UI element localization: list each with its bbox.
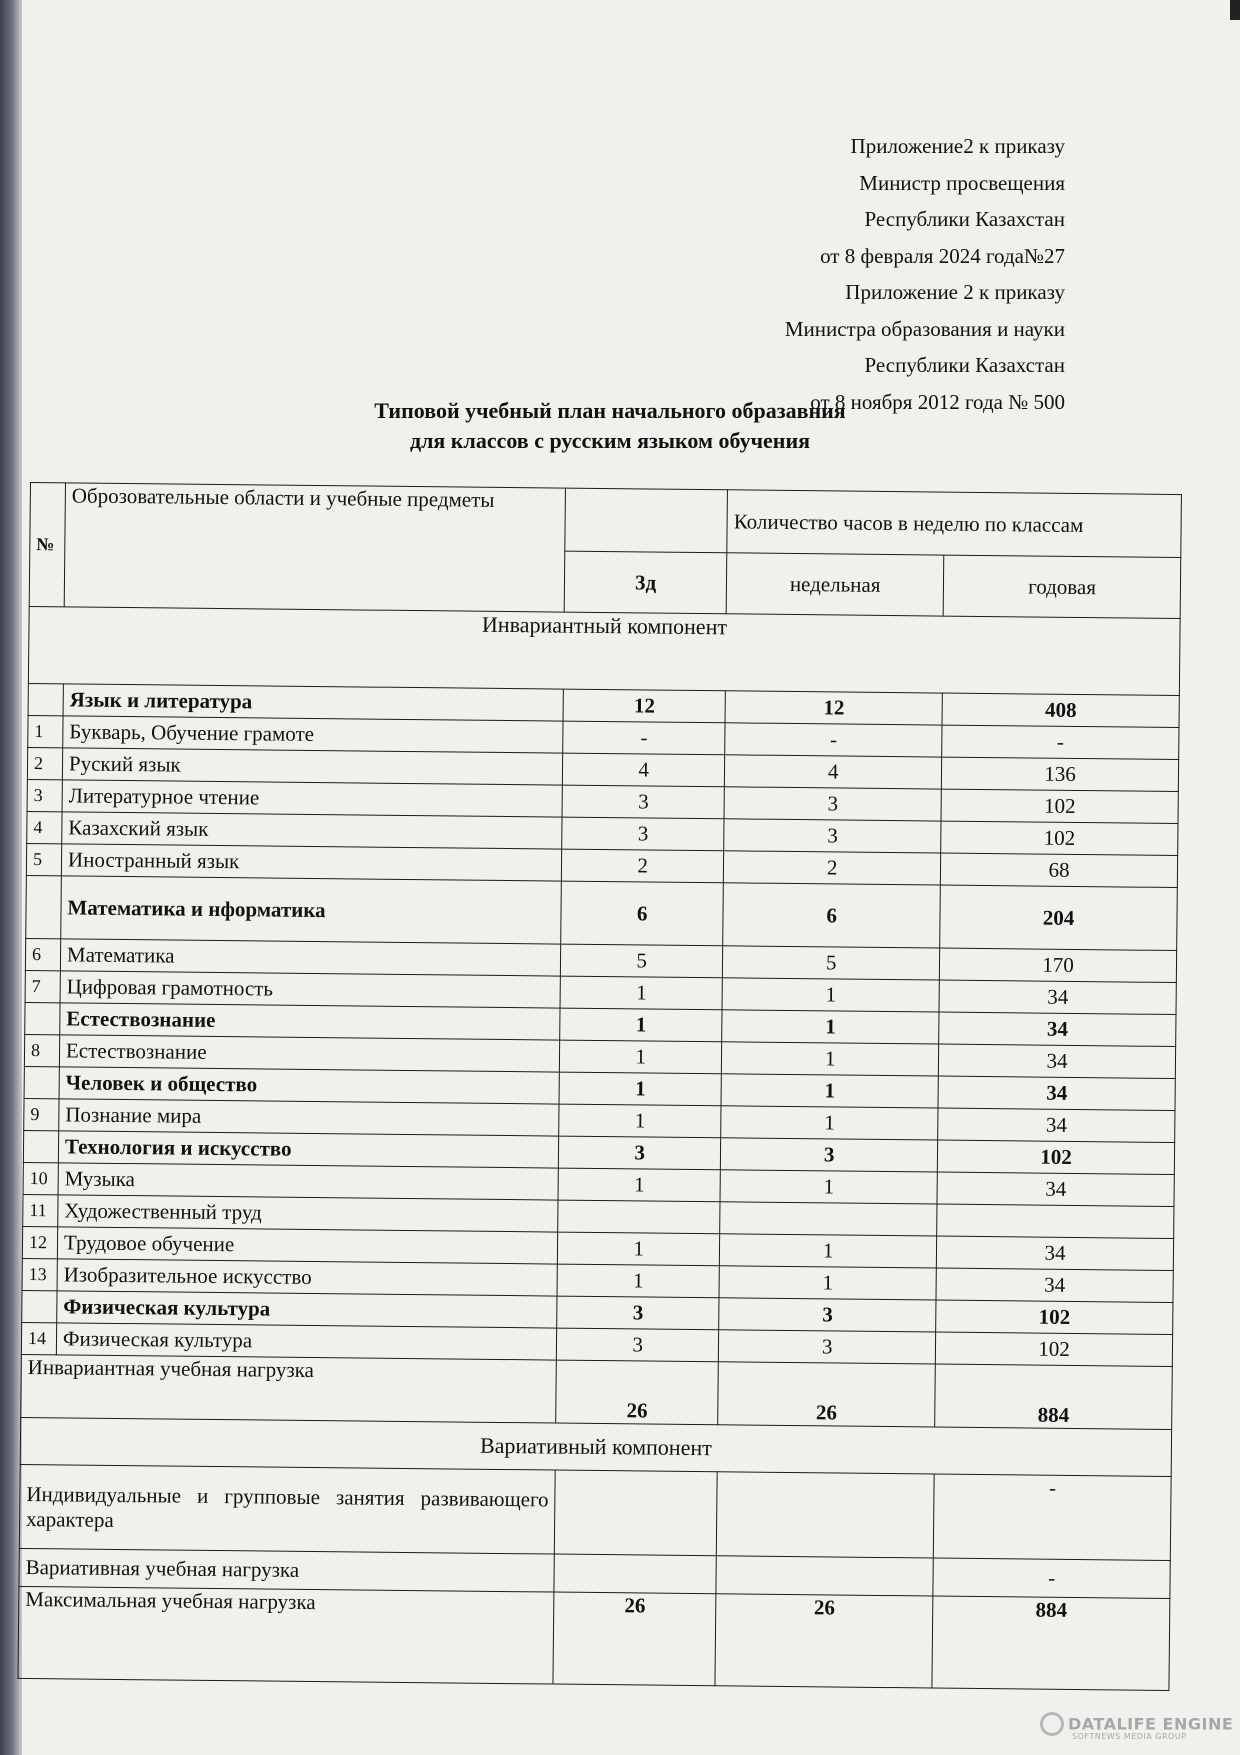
row-number: [24, 1066, 59, 1098]
variative-row: [19, 1464, 1171, 1560]
hours-weekly: 3: [718, 1330, 935, 1364]
header-line: от 8 февраля 2024 года№27: [820, 243, 1065, 268]
hours-weekly: 12: [725, 691, 942, 725]
variative-label: Индивидуальные и групповые занятия развивающего характера: [19, 1464, 555, 1554]
hours-yearly: 102: [941, 789, 1178, 823]
hours-yearly: 102: [938, 1140, 1175, 1174]
hours-weekly: [720, 1202, 937, 1236]
hours-yearly: 102: [941, 821, 1178, 855]
hours-yearly: [937, 1204, 1174, 1238]
row-number: [23, 1130, 58, 1162]
hours-yearly: 68: [941, 853, 1178, 887]
header-3d: 3д: [564, 551, 727, 614]
row-number: 12: [22, 1226, 57, 1258]
variative-week: [716, 1556, 933, 1596]
max-total-year: 884: [932, 1596, 1170, 1690]
hours-weekly: 2: [724, 851, 941, 885]
section-title: Вариативный компонент: [20, 1417, 1171, 1476]
header-line: Республики Казахстан: [864, 353, 1065, 377]
subject-name: Технология и искусство: [58, 1131, 559, 1168]
hours-yearly: 34: [936, 1268, 1173, 1302]
datalife-logo-icon: [1040, 1712, 1064, 1736]
hours-3d: 1: [559, 1104, 721, 1138]
variative-3d: [555, 1470, 718, 1556]
header-line: Министра образования и науки: [784, 316, 1065, 341]
watermark-main: DATALIFE ENGINE: [1068, 1714, 1234, 1734]
hours-weekly: 3: [724, 787, 941, 821]
row-number: [28, 683, 63, 715]
subject-name: Цифровая грамотность: [60, 971, 561, 1008]
hours-weekly: 3: [719, 1298, 936, 1332]
hours-yearly: 170: [940, 948, 1177, 982]
subject-name: Трудовое обучение: [57, 1227, 558, 1264]
row-number: 7: [25, 970, 60, 1002]
hours-3d: 1: [558, 1168, 720, 1202]
subject-name: Язык и литература: [63, 684, 564, 721]
subject-name: Музыка: [58, 1163, 559, 1200]
table-header-row: [30, 483, 1182, 558]
hours-yearly: 34: [939, 1012, 1176, 1046]
header-hours: Количество часов в неделю по классам: [727, 490, 1181, 558]
hours-weekly: 3: [724, 819, 941, 853]
subject-name: Руский язык: [62, 748, 563, 785]
hours-yearly: 34: [939, 1044, 1176, 1078]
section-title: Инвариантный компонент: [28, 606, 1180, 695]
hours-weekly: -: [725, 723, 942, 757]
header-yearly: годовая: [943, 555, 1180, 618]
document-title: [290, 396, 930, 456]
title-line-2: для классов с русским языком обучения: [409, 428, 811, 453]
hours-yearly: 34: [939, 980, 1176, 1014]
subject-name: Физическая культура: [57, 1291, 558, 1328]
hours-3d: 1: [557, 1264, 719, 1298]
hours-3d: -: [563, 721, 725, 755]
subject-name: Познание мира: [59, 1099, 560, 1136]
hours-weekly: 1: [720, 1234, 937, 1268]
row-number: 4: [27, 811, 62, 843]
subject-rows: [21, 683, 1179, 1366]
section-row-invariant: [28, 606, 1180, 695]
row-number: 3: [27, 779, 62, 811]
max-total-3d: 26: [553, 1592, 716, 1686]
row-number: 10: [23, 1162, 58, 1194]
subject-name: Естествознание: [60, 1003, 561, 1040]
hours-3d: 3: [557, 1296, 719, 1330]
variative-3d: [554, 1554, 716, 1594]
variative-label: Вариативная учебная нагрузка: [19, 1548, 555, 1592]
variative-week: [716, 1472, 934, 1558]
subject-name: Литературное чтение: [62, 780, 563, 817]
hours-weekly: 1: [720, 1170, 937, 1204]
row-number: 5: [26, 843, 61, 875]
hours-weekly: 5: [723, 946, 940, 980]
invariant-total-row: [21, 1354, 1173, 1429]
row-number: 13: [22, 1258, 57, 1290]
curriculum-table: [17, 482, 1181, 1691]
subject-name: Изобразительное искусство: [57, 1259, 558, 1296]
hours-weekly: 1: [721, 1074, 938, 1108]
group-row: [26, 875, 1178, 950]
subject-name: Иностранный язык: [61, 844, 562, 881]
total-year: 884: [935, 1364, 1172, 1429]
row-number: 2: [27, 747, 62, 779]
hours-3d: 3: [557, 1328, 719, 1362]
hours-weekly: 6: [723, 883, 941, 948]
hours-yearly: 408: [942, 693, 1179, 727]
row-number: 6: [25, 938, 60, 970]
total-3d: 26: [556, 1360, 719, 1425]
hours-weekly: 4: [725, 755, 942, 789]
row-number: [22, 1290, 57, 1322]
hours-yearly: 102: [936, 1300, 1173, 1334]
hours-yearly: 34: [937, 1236, 1174, 1270]
hours-yearly: 102: [936, 1332, 1173, 1366]
row-number: [25, 1002, 60, 1034]
max-total-label: Максимальная учебная нагрузка: [18, 1586, 554, 1684]
hours-3d: 6: [561, 881, 724, 946]
row-number: 14: [21, 1322, 56, 1354]
header-line: Приложение2 к приказу: [850, 134, 1065, 158]
hours-3d: 1: [560, 1008, 722, 1042]
row-number: 1: [28, 715, 63, 747]
approval-header: [645, 128, 1065, 420]
hours-yearly: 136: [942, 757, 1179, 791]
hours-3d: 3: [559, 1136, 721, 1170]
title-line-1: Типовой учебный план начального образавния: [374, 398, 846, 423]
hours-3d: 1: [560, 976, 722, 1010]
hours-weekly: 1: [722, 978, 939, 1012]
max-total-row: [18, 1586, 1170, 1690]
subject-name: Казахский язык: [62, 812, 563, 849]
hours-3d: 5: [561, 944, 723, 978]
hours-weekly: 3: [721, 1138, 938, 1172]
watermark: [1040, 1712, 1233, 1741]
header-weekly: недельная: [726, 553, 944, 616]
row-number: [26, 875, 62, 938]
hours-yearly: 204: [940, 885, 1177, 950]
watermark-sub: SOFTNEWS MEDIA GROUP: [1072, 1732, 1187, 1741]
hours-3d: 2: [562, 849, 724, 883]
hours-3d: [558, 1200, 720, 1234]
variative-year: -: [933, 1558, 1170, 1598]
header-line: от 8 ноября 2012 года № 500: [810, 389, 1065, 414]
header-subjects: Оброзовательные области и учебные предметы: [64, 483, 566, 612]
hours-yearly: 34: [937, 1172, 1174, 1206]
hours-3d: 12: [563, 689, 725, 723]
hours-3d: 1: [560, 1040, 722, 1074]
hours-3d: 1: [558, 1232, 720, 1266]
subject-name: Естествознание: [59, 1035, 560, 1072]
hours-weekly: 1: [719, 1266, 936, 1300]
hours-weekly: 1: [721, 1106, 938, 1140]
header-line: Министр просвещения: [859, 170, 1065, 195]
variative-year: -: [934, 1474, 1172, 1560]
row-number: 8: [24, 1034, 59, 1066]
hours-yearly: -: [942, 725, 1179, 759]
row-number: 11: [23, 1194, 58, 1226]
header-line: Приложение 2 к приказу: [845, 280, 1065, 304]
header-empty: [565, 488, 728, 553]
hours-weekly: 1: [722, 1010, 939, 1044]
subject-name: Человек и общество: [59, 1067, 560, 1104]
hours-yearly: 34: [938, 1108, 1175, 1142]
header-line: Республики Казахстан: [864, 207, 1065, 231]
subject-name: Математика: [60, 939, 561, 976]
hours-yearly: 34: [938, 1076, 1175, 1110]
hours-3d: 4: [563, 753, 725, 787]
page-edge: [1230, 0, 1240, 20]
row-number: 9: [24, 1098, 59, 1130]
subject-name: Математика и нформатика: [61, 876, 562, 944]
subject-name: Букварь, Обучение грамоте: [63, 716, 564, 753]
max-total-week: 26: [715, 1594, 933, 1688]
hours-3d: 3: [562, 785, 724, 819]
subject-name: Художественный труд: [58, 1195, 559, 1232]
total-label: Инвариантная учебная нагрузка: [21, 1354, 557, 1423]
header-num: №: [29, 483, 65, 607]
subject-name: Физическая культура: [56, 1323, 557, 1360]
hours-weekly: 1: [722, 1042, 939, 1076]
total-week: 26: [718, 1362, 936, 1427]
hours-3d: 1: [559, 1072, 721, 1106]
hours-3d: 3: [562, 817, 724, 851]
